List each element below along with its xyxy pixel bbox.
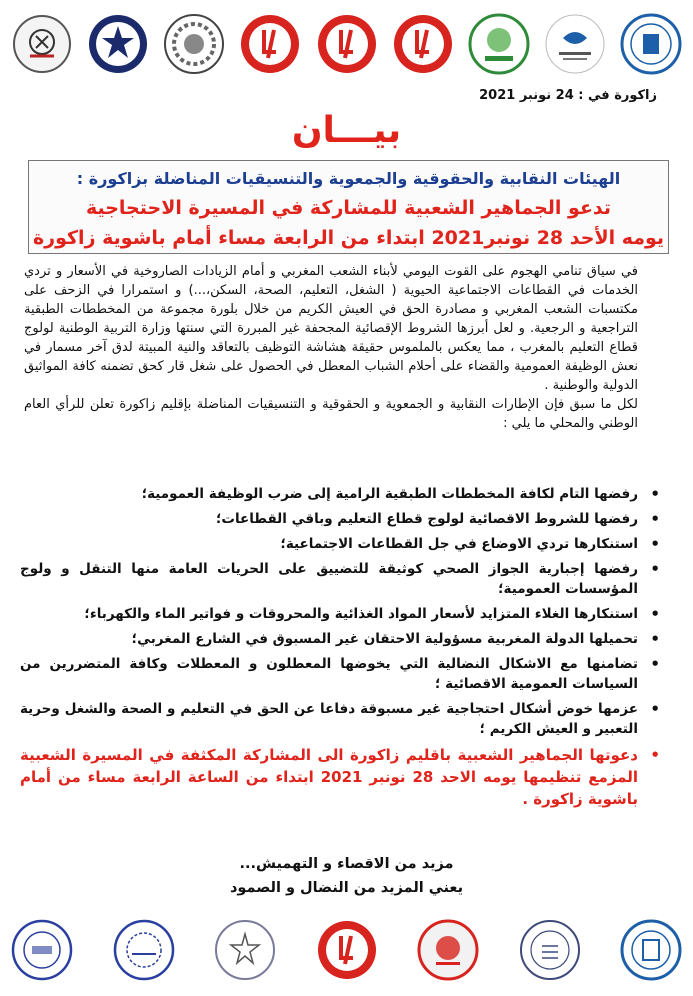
list-item: • تضامنها مع الاشكال النضالية التي يخوضها المعطلون و المعطلات وكافة المتضررين من السياسات العمومية الاقصائية ؛ [20,654,660,694]
intro-paragraph: في سياق تنامي الهجوم على القوت اليومي لأبناء الشعب المغربي و أمام الزيادات الصاروخية في الأسعار و تردي الخدمات في القطاعات الاجتماعية الحيوية ( الشغل، التعليم، الصحة، السكن،...) و استمرارا في الزحف على مكتسبات الشعب المغربي و مصادرة الحق في العيش الكريم من خلال بلورة مجموعة من المخططات الطبقية التراجعية و الرجعية. و لعل أبرزها الشروط الإقصائية المجحفة غير المبررة التي سنتها وزارة التربية الوطنية لولوج قطاع التعليم بالمغرب ، مما يعكس بالملموس حقيقة هشاشة التوظيف بالتعاقد والنية المبيتة لدق آخر مسمار في نعش الوظيفة العمومية والقضاء على أحلام الشباب المعطل في الحصول على شغل قار كحق تضمنه كافة المواثيق الدولية والوطنية . [24,264,638,393]
headline-line-2: تدعو الجماهير الشعبية للمشاركة في المسيرة الاحتجاجية [85,197,612,219]
human-rights-seal [619,918,683,982]
list-item: • رفضها التام لكافة المخططات الطبقية الرامية إلى ضرب الوظيفة العمومية؛ [20,484,660,504]
red-la-logo-3 [391,12,455,76]
bottom-logo-row [10,910,683,990]
document-date: زاكورة في : 24 نونبر 2021 [479,88,657,103]
red-la-logo-1 [238,12,302,76]
points-list [20,484,678,815]
democratic-confederation-logo [162,12,226,76]
headline-line-1: الهيئات النقابية والحقوقية والجمعوية والتنسيقيات المناضلة بزاكورة : [76,169,621,188]
list-item: • رفضها للشروط الاقصائية لولوج قطاع التعليم وباقي القطاعات؛ [20,509,660,529]
umt-logo [86,12,150,76]
list-item: • استنكارها الغلاء المتزايد لأسعار المواد الغذائية والمحروقات و فواتير الماء والكهرباء؛ [20,604,660,624]
closing-line-2: يعني المزيد من النضال و الصمود [229,880,464,896]
call-to-action-item: • دعوتها الجماهير الشعبية باقليم زاكورة الى المشاركة المكثفة في المسيرة الشعبية المزمع تنظيمها يومه الاحد 28 نونبر 2021 ابتداء من الساعة الرابعة مساء من أمام باشوية زاكورة . [20,744,660,810]
page-title: بيـــان [291,110,402,151]
umt-seal [213,918,277,982]
closing-line-1: مزيد من الاقصاء و التهميش... [239,856,454,872]
list-item: • تحميلها الدولة المغربية مسؤولية الاحتقان غير المسبوق في الشارع المغربي؛ [20,629,660,649]
human-rights-logo [543,12,607,76]
blue-association-logo [619,12,683,76]
democratic-seal [112,918,176,982]
statement-body [24,262,672,433]
top-logo-row [10,4,683,84]
list-item: • عزمها خوض أشكال احتجاجية غير مسبوقة دفاعا عن الحق في التعليم و الصحة والشغل وحرية التعبير و العيش الكريم ؛ [20,699,660,739]
declaration-paragraph: لكل ما سبق فإن الإطارات النقابية و الجمعوية و الحقوقية و التنسيقيات المناضلة بإقليم زاكورة تعلن للرأي العام الوطني والمحلي ما يلي : [24,397,638,431]
closing-slogan [0,852,693,900]
union-emblem-logo [10,12,74,76]
list-item: • رفضها إجبارية الجواز الصحي كوثيقة للتضييق على الحريات العامة منها التنقل و ولوج المؤسسات العمومية؛ [20,559,660,599]
headline-box [28,160,669,254]
local-bureau-seal [10,918,74,982]
coordination-seal [518,918,582,982]
red-la-seal [315,918,379,982]
headline-line-3: يومه الأحد 28 نونبر2021 ابتداء من الرابعة مساء أمام باشوية زاكورة [32,227,665,249]
green-organization-logo [467,12,531,76]
red-association-seal [416,918,480,982]
list-item: • استنكارها تردي الاوضاع في جل القطاعات الاجتماعية؛ [20,534,660,554]
red-la-logo-2 [315,12,379,76]
